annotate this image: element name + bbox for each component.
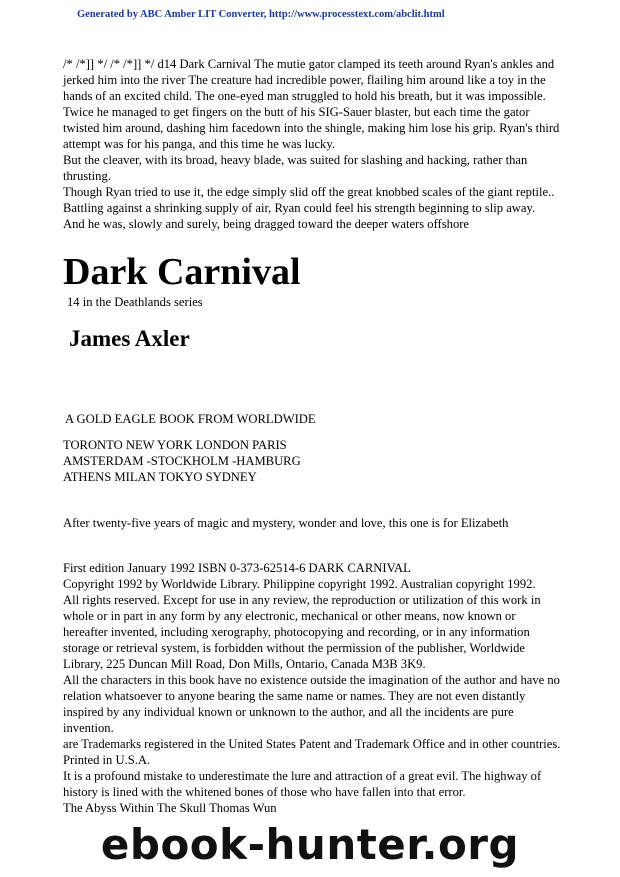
intro-paragraph: But the cleaver, with its broad, heavy blade, was suited for slashing and hacking, rather than thrusting. xyxy=(63,153,528,183)
author-name: James Axler xyxy=(69,326,190,351)
copyright-line: are Trademarks registered in the United States Patent and Trademark Office and in other countries. xyxy=(63,737,561,751)
watermark: ebook-hunter.org xyxy=(100,820,520,869)
city-line: TORONTO NEW YORK LONDON PARIS xyxy=(63,438,287,452)
intro-paragraph: /* /*]] */ /* /*]] */ d14 Dark Carnival The mutie gator clamped its teeth around Ryan's ankles and jerked him into the river The creature had incredible power, flailing him around like a toy in the hands of an excited child. The one-eyed man struggled to hold his breath, but it was impossible. xyxy=(63,57,555,103)
converter-link[interactable]: Generated by ABC Amber LIT Converter, http://www.processtext.com/abclit.html xyxy=(77,9,445,20)
copyright-block xyxy=(63,560,563,768)
publisher-cities xyxy=(63,437,563,485)
city-line: ATHENS MILAN TOKYO SYDNEY xyxy=(63,470,257,484)
copyright-line: Printed in U.S.A. xyxy=(63,753,151,767)
epigraph-quote: It is a profound mistake to underestimate the lure and attraction of a great evil. The highway of history is lined with the whitened bones of those who have fallen into that error. xyxy=(63,769,542,799)
publisher-line: A GOLD EAGLE BOOK FROM WORLDWIDE xyxy=(65,412,316,426)
intro-paragraph: Twice he managed to get fingers on the butt of his SIG-Sauer blaster, but each time the gator twisted him around, dashing him facedown into the shingle, making him lose his grip. Ryan's third attempt was for his panga, and this time he was lucky. xyxy=(63,105,560,151)
copyright-line: All rights reserved. Except for use in any review, the reproduction or utilization of this work in whole or in part in any form by any electronic, mechanical or other means, now known or hereafter invented, including xerography, photocopying and recording, or in any information storage or retrieval system, is forbidden without the permission of the publisher, Worldwide Library, 225 Duncan Mill Road, Don Mills, Ontario, Canada M3B 3K9. xyxy=(63,593,541,671)
intro-paragraph: Though Ryan tried to use it, the edge simply slid off the great knobbed scales of the giant reptile.. xyxy=(63,185,555,199)
dedication-text: After twenty-five years of magic and mystery, wonder and love, this one is for Elizabeth xyxy=(63,516,509,530)
epigraph-source: The Abyss Within The Skull Thomas Wun xyxy=(63,801,277,815)
copyright-line: All the characters in this book have no existence outside the imagination of the author and have no relation whatsoever to anyone bearing the same name or names. They are not even distantly inspired by any individual known or unknown to the author, and all the incidents are pure invention. xyxy=(63,673,560,735)
intro-paragraph: Battling against a shrinking supply of air, Ryan could feel his strength beginning to slip away. xyxy=(63,201,536,215)
copyright-line: First edition January 1992 ISBN 0-373-62514-6 DARK CARNIVAL xyxy=(63,561,411,575)
series-subtitle: 14 in the Deathlands series xyxy=(67,295,203,309)
copyright-line: Copyright 1992 by Worldwide Library. Philippine copyright 1992. Australian copyright 1992. xyxy=(63,577,536,591)
epigraph xyxy=(63,768,563,816)
intro-excerpt xyxy=(63,56,563,232)
dedication xyxy=(63,515,563,531)
city-line: AMSTERDAM -STOCKHOLM -HAMBURG xyxy=(63,454,301,468)
intro-paragraph: And he was, slowly and surely, being dragged toward the deeper waters offshore xyxy=(63,217,470,231)
book-title: Dark Carnival xyxy=(63,251,301,293)
